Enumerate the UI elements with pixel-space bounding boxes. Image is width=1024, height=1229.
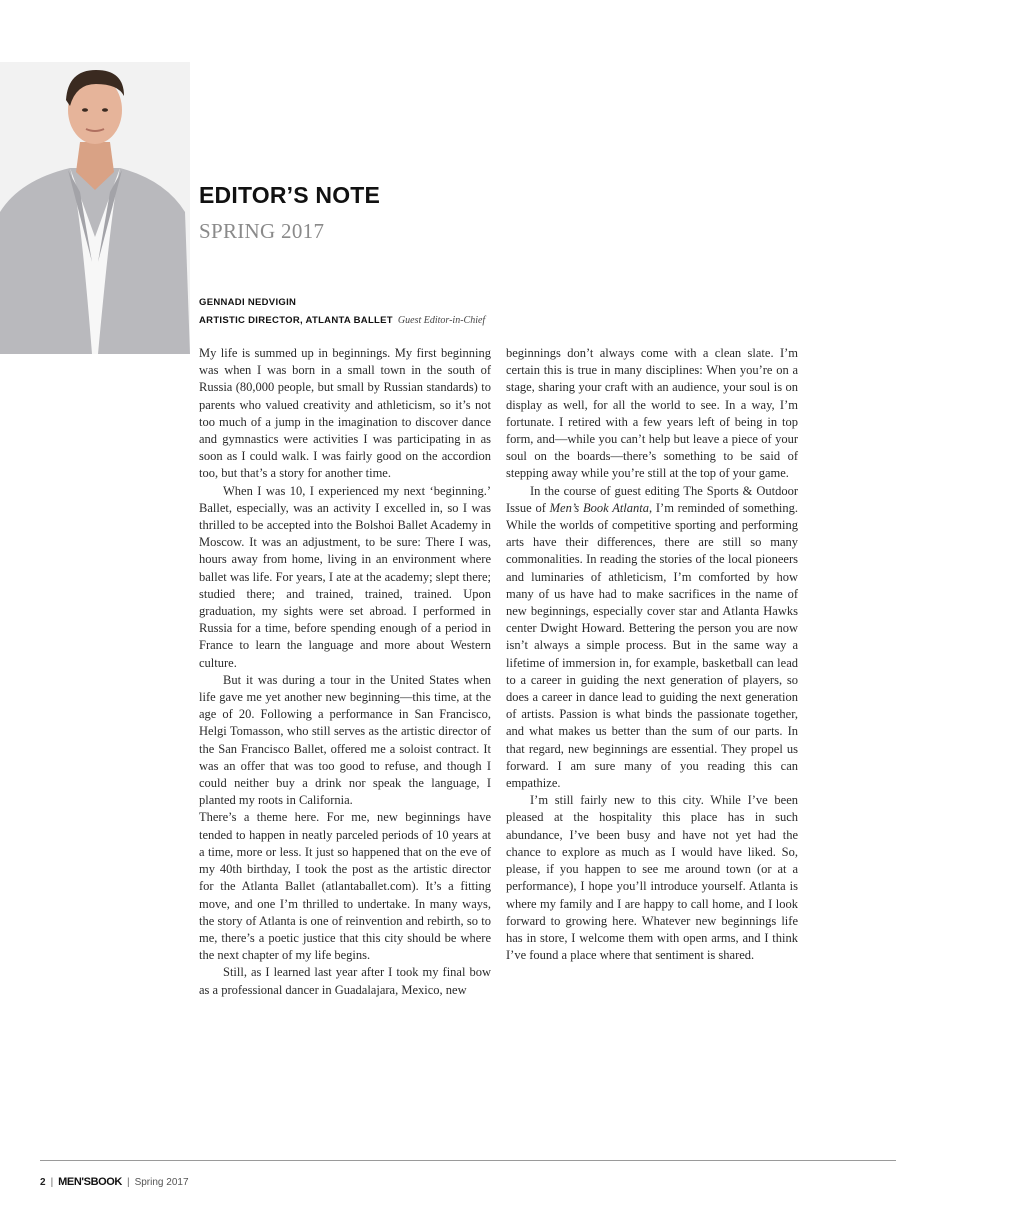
footer-divider [40,1160,896,1161]
footer-issue: Spring 2017 [134,1176,189,1188]
brand-logo: MEN'SBOOK [58,1176,122,1188]
portrait-photo [0,62,190,354]
article-paragraph: beginnings don’t always come with a clean slate. I’m certain this is true in many disciplines: When you’re on a stage, sharing your craft with an audience, your soul is on display as well, for all the world to see. In a way, I’m fortunate. I retired with a few years left of being in top form, and—while you can’t help but leave a piece of your soul on the boards—there’s something to be said of stepping away while you’re still at the top of your game. [506,346,798,481]
guest-editor-label: Guest Editor-in-Chief [397,315,486,326]
paragraph-text: In the course of guest editing The Sports & Outdoor Issue of [506,483,798,515]
byline [199,297,485,326]
article-column-right [506,345,798,964]
issue-subtitle: SPRING 2017 [199,219,325,243]
author-name: GENNADI NEDVIGIN [199,297,297,308]
footer-separator: | [50,1176,54,1188]
article-paragraph: But it was during a tour in the United States when life gave me yet another new beginning—this time, at the age of 20. Following a performance in San Francisco, Helgi Tomasson, who still serves as the artistic director of the San Francisco Ballet, offered me a soloist contract. It was an offer that was too good to refuse, and though I could neither buy a drink nor speak the language, I planted my roots in California. [199,672,491,808]
article-column-left [199,345,491,999]
article-paragraph: Still, as I learned last year after I took my final bow as a professional dancer in Guadalajara, Mexico, new [199,965,491,997]
article-paragraph [506,483,798,793]
magazine-title: Men’s Book Atlanta [549,500,649,515]
page-title: EDITOR’S NOTE [199,182,381,208]
page-footer [40,1176,189,1188]
article-paragraph: There’s a theme here. For me, new beginnings have tended to happen in neatly parceled periods of 10 years at a time, more or less. It just so happened that on the eve of my 40th birthday, I took the post as the artistic director for the Atlanta Ballet (atlantaballet.com). It’s a fitting move, and one I’m thrilled to undertake. In many ways, the story of Atlanta is one of reinvention and rebirth, so to me, there’s a poetic justice that this city should be where the next chapter of my life begins. [199,810,491,963]
article-paragraph: When I was 10, I experienced my next ‘beginning.’ Ballet, especially, was an activity I excelled in, so I was thrilled to be accepted into the Bolshoi Ballet Academy in Moscow. It was an adjustment, to be sure: There I was, hours away from home, living in an environment where ballet was life. For years, I ate at the academy; slept there; studied there; and trained, trained, trained. Upon graduation, my sights were set abroad. I performed in Russia for a time, before spending enough of a period in France to learn the language and more about Western culture. [199,483,491,670]
paragraph-text: , I’m reminded of something. While the worlds of competitive sporting and performing arts have their differences, there are still so many commonalities. In reading the stories of the local pioneers and luminaries of athleticism, I’m comforted by how many of us have had to make sacrifices in the name of new beginnings, especially cover star and Atlanta Hawks center Dwight Howard. Bettering the person you are now isn’t always a simple process. But in the same way a lifetime of immersion in, for example, basketball can lead to a career in guiding the next generation of players, so does a career in dance lead to guiding the next generation of artists. Passion is what binds the passionate together, and what makes us better than the sum of our parts. In that regard, new beginnings are essential. They propel us forward. I am sure many of you reading this can empathize. [506,500,798,791]
author-title: ARTISTIC DIRECTOR, ATLANTA BALLET [199,315,393,326]
portrait-icon [0,62,190,354]
author-role [199,315,485,326]
article-header [199,182,380,244]
article-paragraph: My life is summed up in beginnings. My first beginning was when I was born in a small town in the south of Russia (80,000 people, but small by Russian standards) to parents who valued creativity and athleticism, so it’s not too much of a jump in the imagination to discover dance and gymnastics were activities I was participating in as soon as I could walk. I was fairly good on the accordion too, but that’s a story for another time. [199,346,491,481]
article-paragraph: I’m still fairly new to this city. While I’ve been pleased at the hospitality this place has in such abundance, I’ve been busy and have not yet had the chance to explore as much as I would have liked. So, please, if you happen to see me around town (or at a performance), I hope you’ll introduce yourself. Atlanta is where my family and I are happy to call home, and I look forward to growing here. Whatever new beginnings life has in store, I welcome them with open arms, and I think I’ve found a place where that sentiment is shared. [506,793,798,963]
page-number: 2 [40,1176,46,1188]
footer-separator: | [126,1176,130,1188]
